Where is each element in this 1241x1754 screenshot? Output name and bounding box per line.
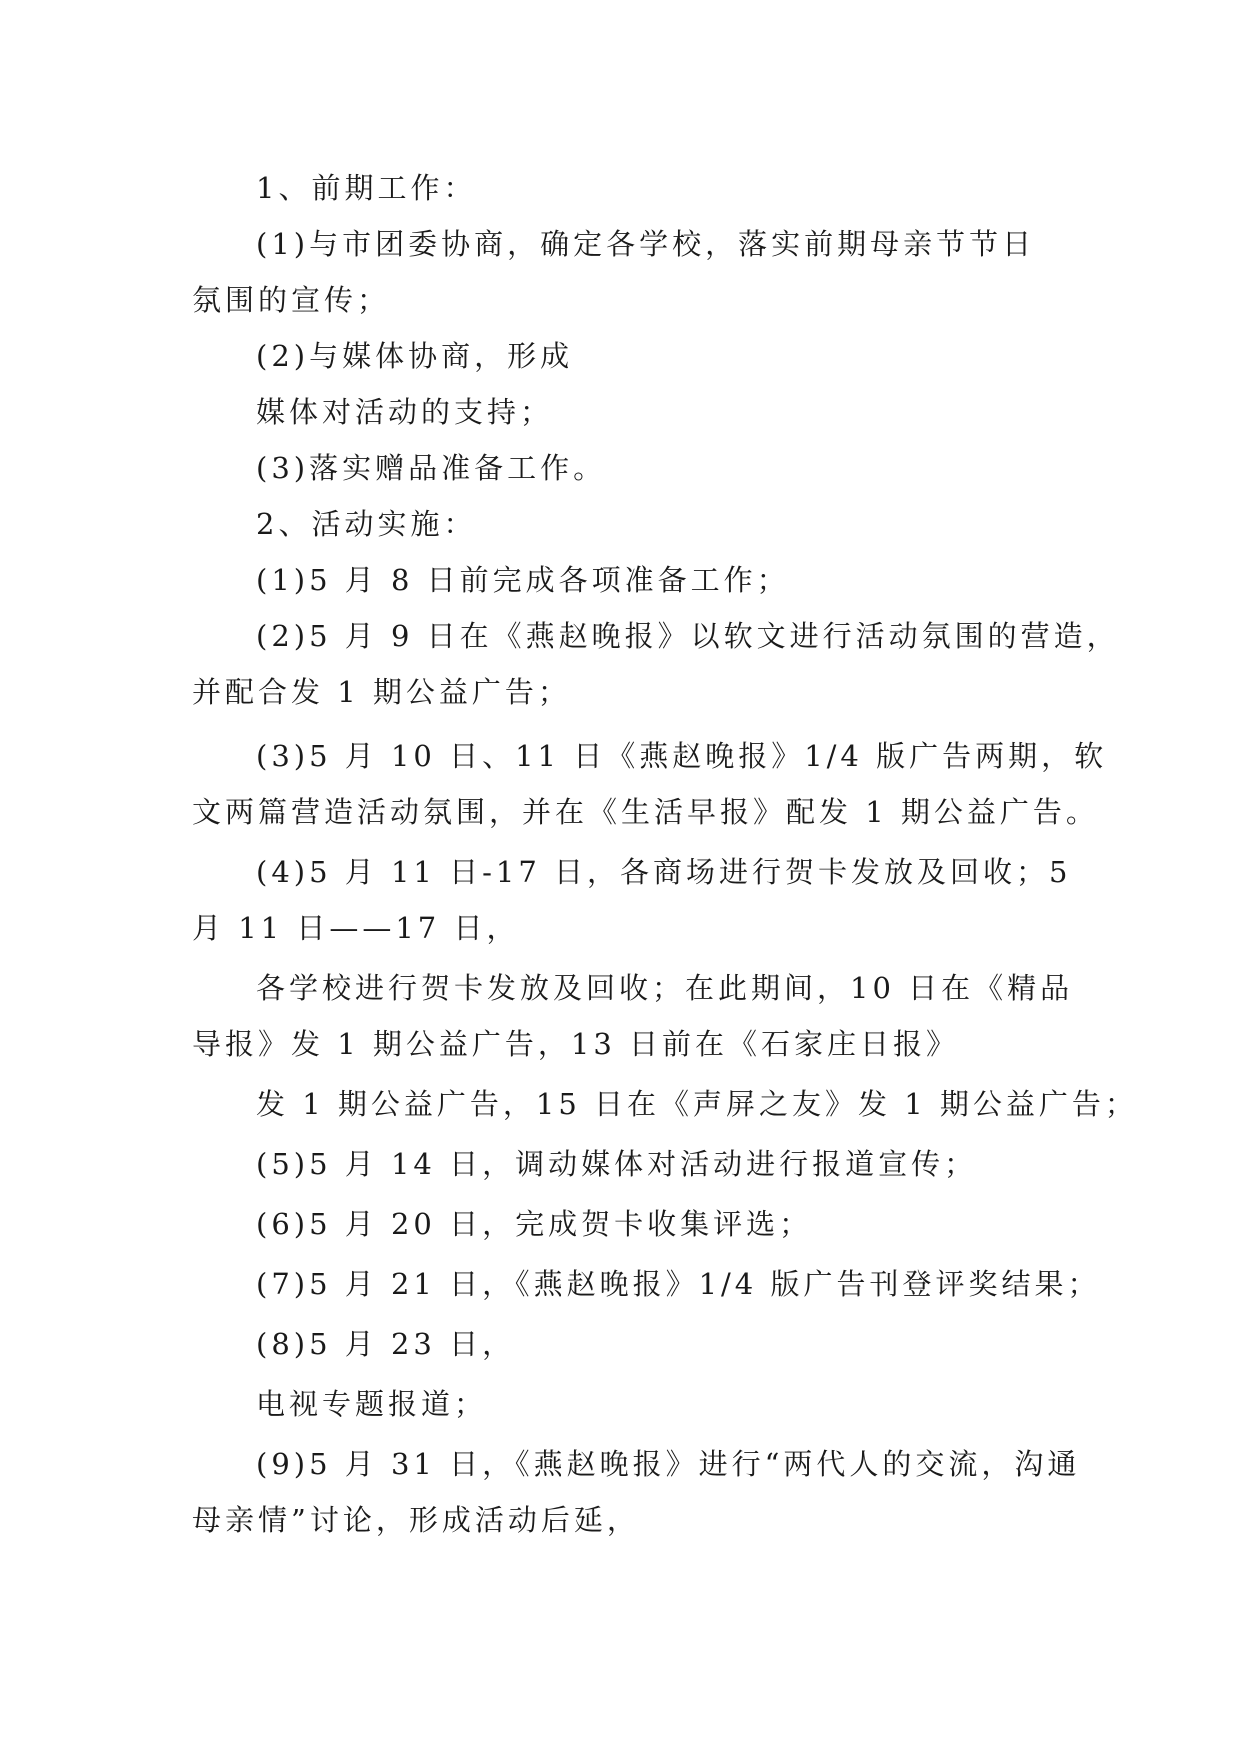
text-line: 月 11 日——17 日， — [192, 911, 520, 945]
text-line: 并配合发 1 期公益广告； — [192, 675, 571, 709]
text-line: (5)5 月 14 日，调动媒体对活动进行报道宣传； — [256, 1147, 978, 1181]
text-line: (3)落实赠品准备工作。 — [256, 451, 607, 485]
text-line: (9)5 月 31 日，《燕赵晚报》进行“两代人的交流，沟通 — [256, 1447, 1081, 1481]
text-line: 导报》发 1 期公益广告，13 日前在《石家庄日报》 — [192, 1027, 960, 1061]
text-line: (2)与媒体协商，形成 — [256, 339, 574, 373]
text-line: (3)5 月 10 日、11 日《燕赵晚报》1/4 版广告两期，软 — [256, 739, 1108, 773]
text-line: 母亲情”讨论，形成活动后延， — [192, 1503, 640, 1537]
text-line: 媒体对活动的支持； — [256, 395, 554, 429]
text-line: 各学校进行贺卡发放及回收；在此期间，10 日在《精品 — [256, 971, 1074, 1005]
text-line: 发 1 期公益广告，15 日在《声屏之友》发 1 期公益广告； — [256, 1087, 1138, 1121]
text-line: 氛围的宣传； — [192, 283, 391, 317]
text-line: (7)5 月 21 日，《燕赵晚报》1/4 版广告刊登评奖结果； — [256, 1267, 1101, 1301]
text-line: 文两篇营造活动氛围，并在《生活早报》配发 1 期公益广告。 — [192, 795, 1099, 829]
text-line: (4)5 月 11 日-17 日，各商场进行贺卡发放及回收；5 — [256, 855, 1072, 889]
text-line: (2)5 月 9 日在《燕赵晚报》以软文进行活动氛围的营造， — [256, 619, 1120, 653]
text-line: (1)与市团委协商，确定各学校，落实前期母亲节节日 — [256, 227, 1036, 261]
text-line: 2、活动实施： — [256, 507, 477, 541]
text-line: (6)5 月 20 日，完成贺卡收集评选； — [256, 1207, 813, 1241]
text-line: 1、前期工作： — [256, 171, 477, 205]
text-line: (8)5 月 23 日， — [256, 1327, 516, 1361]
text-line: 电视专题报道； — [256, 1387, 488, 1421]
text-line: (1)5 月 8 日前完成各项准备工作； — [256, 563, 790, 597]
